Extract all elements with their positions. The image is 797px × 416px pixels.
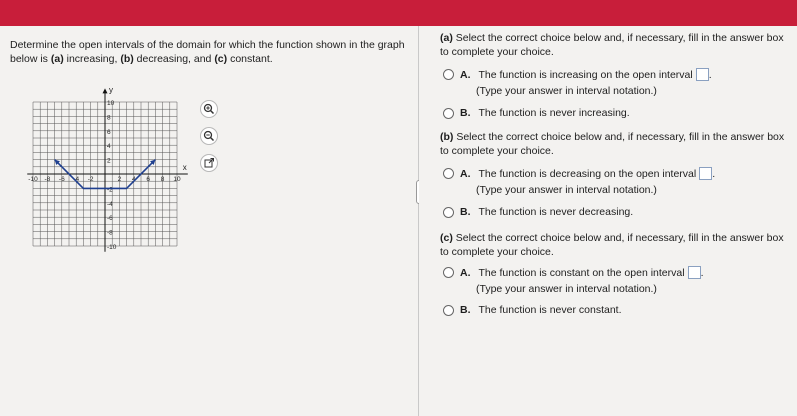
part-c-hint: (Type your answer in interval notation.) [476, 283, 657, 295]
question-tag-b: (b) [120, 53, 134, 65]
x-axis-label: x [182, 163, 187, 172]
part-a-choice-a[interactable] [443, 68, 712, 81]
part-c-choice-b[interactable] [443, 304, 622, 316]
header-bar [0, 0, 797, 26]
part-c-prompt [440, 231, 795, 259]
question-text-b: decreasing, and [133, 53, 215, 65]
part-a-prompt [440, 31, 795, 59]
period: . [700, 266, 704, 279]
answer-box[interactable] [696, 68, 709, 81]
part-c-choice-a[interactable] [443, 266, 703, 279]
x-tick-label: 6 [146, 176, 151, 183]
question-text [10, 38, 410, 66]
part-a-tag: (a) [440, 32, 453, 44]
function-graph [30, 76, 190, 276]
y-tick-label: -4 [107, 200, 113, 208]
radio-button[interactable] [443, 69, 454, 80]
y-tick-label: -2 [107, 186, 113, 194]
part-a-hint: (Type your answer in interval notation.) [476, 85, 657, 97]
y-tick-label: 4 [107, 143, 111, 151]
question-text-c: constant. [227, 53, 273, 65]
answer-box[interactable] [699, 167, 712, 180]
question-panel [0, 26, 418, 416]
choice-text: The function is decreasing on the open interval [478, 167, 697, 180]
choice-text: The function is never constant. [478, 304, 622, 316]
part-b-tag: (b) [440, 131, 454, 143]
part-b-choice-a[interactable] [443, 167, 715, 180]
choice-text: The function is never increasing. [478, 107, 630, 119]
x-tick-label: 4 [131, 176, 136, 183]
period: . [708, 68, 712, 81]
y-tick-label: -6 [107, 215, 113, 223]
answer-box[interactable] [688, 266, 701, 279]
radio-button[interactable] [443, 168, 454, 179]
part-c-tag: (c) [440, 232, 453, 244]
choice-letter: B. [460, 107, 471, 119]
y-tick-label: 2 [107, 157, 111, 165]
question-tag-c: (c) [214, 53, 228, 65]
radio-button[interactable] [443, 305, 454, 316]
period: . [712, 167, 716, 180]
answer-panel [419, 26, 797, 416]
question-line-2: below is [10, 53, 51, 65]
y-tick-label: 8 [107, 114, 111, 122]
part-b-choice-b[interactable] [443, 206, 633, 218]
external-link-icon[interactable] [200, 154, 218, 172]
radio-button[interactable] [443, 108, 454, 119]
choice-text: The function is never decreasing. [478, 206, 634, 218]
y-axis-label: y [109, 85, 113, 95]
question-line-1: Determine the open intervals of the domain for which the function shown in the graph [10, 39, 405, 51]
part-c-prompt-text: Select the correct choice below and, if necessary, fill in the answer box to complete your choice. [440, 232, 784, 258]
choice-text: The function is constant on the open interval [478, 266, 685, 279]
part-b-prompt [440, 130, 795, 158]
part-b-hint: (Type your answer in interval notation.) [476, 184, 657, 196]
radio-button[interactable] [443, 267, 454, 278]
x-tick-label: 2 [117, 176, 122, 183]
y-tick-label: -8 [107, 229, 113, 237]
choice-letter: A. [460, 266, 471, 279]
part-b-prompt-text: Select the correct choice below and, if necessary, fill in the answer box to complete your choice. [440, 131, 785, 157]
x-tick-label: -8 [44, 176, 51, 183]
choice-letter: A. [460, 68, 471, 81]
graph-axes [27, 85, 188, 251]
y-tick-label: 10 [107, 100, 115, 107]
x-tick-label: -10 [28, 176, 38, 183]
zoom-out-icon[interactable] [200, 127, 218, 145]
part-a-prompt-text: Select the correct choice below and, if necessary, fill in the answer box to complete your choice. [440, 32, 784, 58]
x-tick-label: -2 [87, 176, 94, 183]
choice-letter: B. [460, 206, 471, 218]
choice-letter: B. [460, 304, 471, 316]
choice-letter: A. [460, 167, 471, 180]
choice-text: The function is increasing on the open interval [478, 68, 693, 81]
x-tick-label: 10 [173, 176, 181, 183]
part-a-choice-b[interactable] [443, 107, 630, 119]
y-tick-label: 6 [107, 128, 111, 136]
question-tag-a: (a) [50, 53, 64, 65]
x-tick-label: -4 [73, 176, 80, 183]
zoom-in-icon[interactable] [200, 100, 218, 118]
y-tick-label: -10 [107, 244, 117, 251]
x-tick-label: -6 [58, 176, 65, 183]
y-axis-arrow [103, 88, 108, 93]
x-tick-label: 8 [160, 176, 165, 183]
question-text-a: increasing, [63, 53, 121, 65]
radio-button[interactable] [443, 207, 454, 218]
